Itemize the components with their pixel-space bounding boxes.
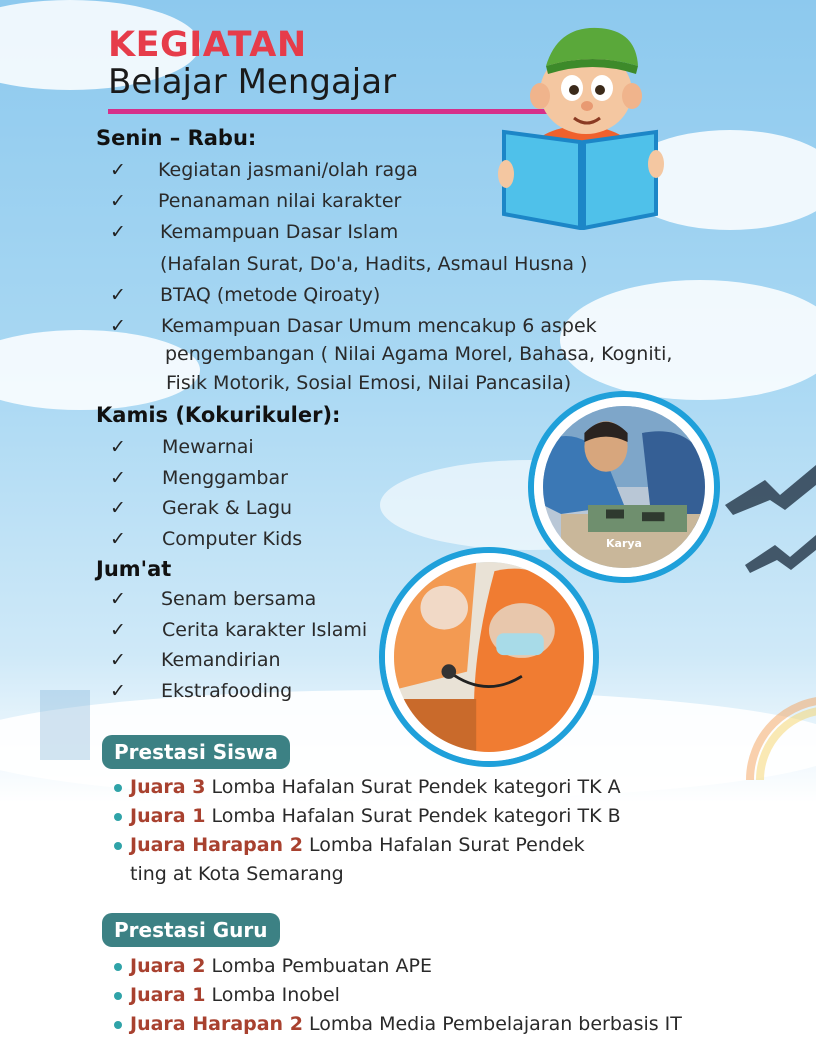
title-block xyxy=(108,25,397,102)
list-item: ✓ Kemampuan Dasar Umum mencakup 6 aspek pengembangan ( Nilai Agama Morel, Bahasa, Kogniti, Fisik Motorik, Sosial Emosi, Nilai Pancasila) xyxy=(110,311,710,403)
list-item: ✓ Computer Kids xyxy=(110,524,510,555)
award-item-continuation: ting at Kota Semarang xyxy=(130,863,344,885)
list-kamis xyxy=(110,432,510,554)
bullet-dot-icon xyxy=(114,813,122,821)
list-item: ✓ Senam bersama xyxy=(110,584,510,615)
check-icon: ✓ xyxy=(110,527,126,550)
award-item: Juara 1 Lomba Hafalan Surat Pendek kategori TK B xyxy=(114,802,621,831)
check-icon: ✓ xyxy=(110,679,126,702)
section-heading-senin-rabu: Senin – Rabu: xyxy=(96,126,257,150)
list-item: ✓ Kegiatan jasmani/olah raga xyxy=(110,155,710,186)
list-item: ✓ BTAQ (metode Qiroaty) xyxy=(110,280,710,311)
award-item: Juara 3 Lomba Hafalan Surat Pendek kategori TK A xyxy=(114,773,621,802)
check-icon: ✓ xyxy=(110,588,126,610)
list-item: ✓ Ekstrafooding xyxy=(110,676,510,707)
award-item: Juara Harapan 2 Lomba Media Pembelajaran berbasis IT xyxy=(114,1010,682,1039)
page-subtitle: Belajar Mengajar xyxy=(108,62,397,102)
check-icon: ✓ xyxy=(110,159,126,181)
badge-prestasi-siswa: Prestasi Siswa xyxy=(102,735,290,769)
list-item: ✓ Kemampuan Dasar Islam (Hafalan Surat, Do'a, Hadits, Asmaul Husna ) xyxy=(110,217,710,280)
check-icon: ✓ xyxy=(110,436,126,458)
list-item: ✓ Gerak & Lagu xyxy=(110,493,510,524)
rainbow-icon xyxy=(740,680,816,780)
photo-children-stethoscope xyxy=(385,553,593,761)
check-icon: ✓ xyxy=(110,284,126,306)
badge-prestasi-guru: Prestasi Guru xyxy=(102,913,280,947)
check-icon: ✓ xyxy=(110,649,126,671)
list-item: ✓ Penanaman nilai karakter xyxy=(110,186,710,217)
list-prestasi-guru xyxy=(114,952,682,1039)
page-title: KEGIATAN xyxy=(108,25,307,65)
check-icon: ✓ xyxy=(110,221,126,243)
bullet-dot-icon xyxy=(114,992,122,1000)
list-senin-rabu xyxy=(110,155,710,403)
check-icon: ✓ xyxy=(110,497,126,519)
city-silhouette xyxy=(40,690,90,760)
list-item: ✓ Mewarnai xyxy=(110,432,510,463)
award-item: Juara 2 Lomba Pembuatan APE xyxy=(114,952,682,981)
list-prestasi-siswa xyxy=(114,773,621,889)
title-underline xyxy=(108,109,558,114)
list-item: ✓ Menggambar xyxy=(110,463,510,494)
bird-silhouette-icon xyxy=(725,465,816,585)
photo-child-karya xyxy=(534,397,714,577)
award-item: Juara Harapan 2 Lomba Hafalan Surat Pendek xyxy=(114,831,621,860)
bullet-dot-icon xyxy=(114,784,122,792)
bullet-dot-icon xyxy=(114,842,122,850)
check-icon: ✓ xyxy=(110,315,126,337)
check-icon: ✓ xyxy=(110,190,126,212)
check-icon: ✓ xyxy=(110,618,126,641)
photo-caption: Karya xyxy=(606,537,642,550)
list-item: ✓ Kemandirian xyxy=(110,645,510,676)
list-item: ✓ Cerita karakter Islami xyxy=(110,615,510,646)
check-icon: ✓ xyxy=(110,466,126,489)
section-heading-kamis: Kamis (Kokurikuler): xyxy=(96,403,341,427)
section-heading-jumat: Jum'at xyxy=(96,557,172,581)
award-item: Juara 1 Lomba Inobel xyxy=(114,981,682,1010)
bullet-dot-icon xyxy=(114,963,122,971)
bullet-dot-icon xyxy=(114,1021,122,1029)
